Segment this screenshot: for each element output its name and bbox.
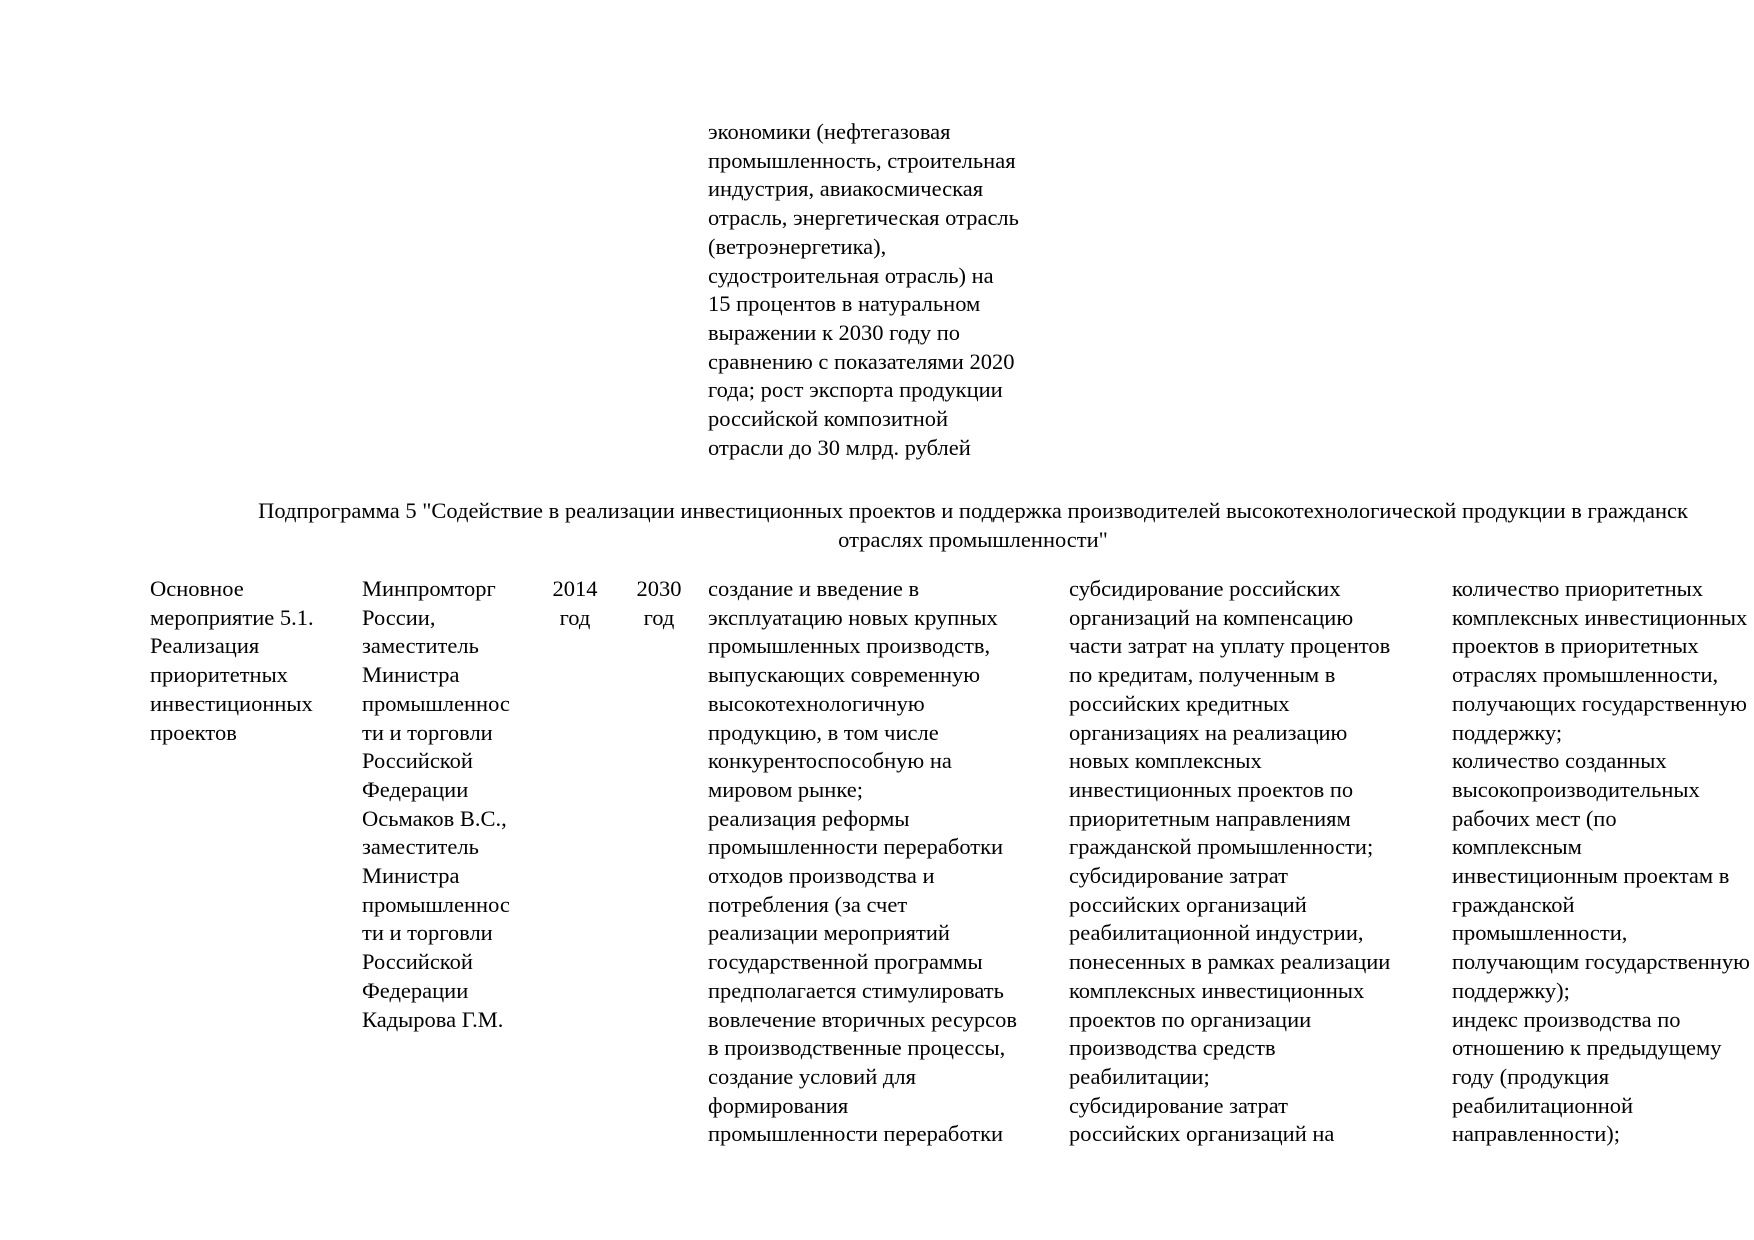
cell-start-year	[545, 575, 605, 632]
text-line: высокотехнологичную	[708, 690, 925, 716]
text-line: ти и торговли	[362, 920, 493, 946]
subprogram-heading-line-1: Подпрограмма 5 "Содействие в реализации инвестиционных проектов и поддержка производителей высокотехнологической продукции в гражданск	[258, 498, 1688, 523]
text-line: года; рост экспорта продукции	[708, 377, 1003, 403]
text-line: новых комплексных	[1069, 748, 1262, 774]
text-line: России,	[362, 604, 436, 630]
text-line: комплексных инвестиционных	[1069, 977, 1365, 1003]
text-line: год	[643, 604, 675, 630]
text-line: государственной программы	[708, 949, 983, 975]
text-line: году (продукция	[1452, 1063, 1610, 1089]
text-line: Кадырова Г.М.	[362, 1006, 504, 1032]
text-line: (ветроэнергетика),	[708, 233, 887, 259]
text-line: производства средств	[1069, 1035, 1276, 1061]
text-line: гражданской промышленности;	[1069, 834, 1374, 860]
text-line: предполагается стимулировать	[708, 977, 1004, 1003]
text-line: комплексным	[1452, 834, 1582, 860]
text-line: Минпромторг	[362, 576, 496, 601]
cell-measure	[150, 575, 314, 747]
text-line: организаций на компенсацию	[1069, 604, 1354, 630]
text-line: инвестиционным проектам в	[1452, 863, 1730, 889]
text-line: Российской	[362, 748, 473, 774]
text-line: проектов	[150, 719, 237, 745]
text-line: части затрат на уплату процентов	[1069, 633, 1391, 659]
text-line: отношению к предыдущему	[1452, 1035, 1722, 1061]
text-line: промышленных производств,	[708, 633, 991, 659]
text-line: реализация реформы	[708, 805, 910, 831]
text-line: количество приоритетных	[1452, 576, 1703, 601]
text-line: проектов по организации	[1069, 1006, 1312, 1032]
text-line: вовлечение вторичных ресурсов	[708, 1006, 1018, 1032]
text-line: индекс производства по	[1452, 1006, 1681, 1032]
cell-indicators	[1452, 575, 1750, 1149]
text-line: промышленности,	[1452, 920, 1628, 946]
text-line: реабилитации;	[1069, 1063, 1210, 1089]
text-line: индустрия, авиакосмическая	[708, 176, 984, 202]
text-line: российских организаций на	[1069, 1121, 1335, 1147]
text-line: приоритетным направлениям	[1069, 805, 1351, 831]
text-line: субсидирование российских	[1069, 576, 1341, 601]
text-line: рабочих мест (по	[1452, 805, 1617, 831]
text-line: экономики (нефтегазовая	[708, 119, 951, 144]
text-line: реабилитационной индустрии,	[1069, 920, 1364, 946]
text-line: формирования	[708, 1092, 849, 1118]
text-line: Федерации	[362, 977, 469, 1003]
text-line: создание условий для	[708, 1063, 916, 1089]
text-line: в производственные процессы,	[708, 1035, 1006, 1061]
text-line: понесенных в рамках реализации	[1069, 949, 1391, 975]
subprogram-heading-line-2: отраслях промышленности"	[838, 527, 1108, 552]
text-line: Осьмаков В.С.,	[362, 805, 507, 831]
text-line: создание и введение в	[708, 576, 920, 601]
text-line: получающих государственную	[1452, 690, 1747, 716]
text-line: российской композитной	[708, 406, 949, 432]
text-line: получающим государственную	[1452, 949, 1750, 975]
text-line: проектов в приоритетных	[1452, 633, 1699, 659]
text-line: промышленности переработки	[708, 834, 1004, 860]
text-line: Министра	[362, 863, 460, 889]
text-line: заместитель	[362, 633, 479, 659]
text-line: конкурентоспособную на	[708, 748, 952, 774]
text-line: 15 процентов в натуральном	[708, 291, 981, 317]
text-line: 2014	[552, 576, 598, 601]
text-line: Реализация	[150, 633, 260, 659]
text-line: субсидирование затрат	[1069, 863, 1289, 889]
text-line: сравнению с показателями 2020	[708, 348, 1015, 374]
text-line: поддержку;	[1452, 719, 1563, 745]
text-line: отрасли до 30 млрд. рублей	[708, 434, 971, 460]
text-line: мировом рынке;	[708, 776, 863, 802]
text-line: мероприятие 5.1.	[150, 604, 314, 630]
text-line: отраслях промышленности,	[1452, 662, 1719, 688]
cell-content	[1069, 575, 1390, 1149]
text-line: выражении к 2030 году по	[708, 319, 961, 345]
text-line: промышленнос	[362, 690, 510, 716]
text-line: инвестиционных	[150, 690, 313, 716]
subprogram-heading	[150, 496, 1754, 554]
text-line: эксплуатацию новых крупных	[708, 604, 998, 630]
text-line: год	[559, 604, 591, 630]
cell-expected-results	[708, 575, 1017, 1149]
text-line: высокопроизводительных	[1452, 776, 1700, 802]
cell-end-year	[629, 575, 689, 632]
text-line: Федерации	[362, 776, 469, 802]
text-line: судостроительная отрасль) на	[708, 262, 994, 288]
text-line: Российской	[362, 949, 473, 975]
text-line: гражданской	[1452, 891, 1575, 917]
text-line: реабилитационной	[1452, 1092, 1634, 1118]
text-line: 2030	[636, 576, 682, 601]
text-line: российских организаций	[1069, 891, 1307, 917]
text-line: ти и торговли	[362, 719, 493, 745]
text-line: Министра	[362, 662, 460, 688]
text-line: отходов производства и	[708, 863, 935, 889]
text-line: российских кредитных	[1069, 690, 1290, 716]
text-line: промышленность, строительная	[708, 147, 1016, 173]
text-line: потребления (за счет	[708, 891, 908, 917]
text-line: приоритетных	[150, 662, 288, 688]
text-line: промышленности переработки	[708, 1121, 1004, 1147]
text-line: направленности);	[1452, 1121, 1621, 1147]
text-line: заместитель	[362, 834, 479, 860]
text-line: количество созданных	[1452, 748, 1667, 774]
text-line: Основное	[150, 576, 244, 601]
cell-responsible	[362, 575, 510, 1034]
text-line: инвестиционных проектов по	[1069, 776, 1354, 802]
text-line: промышленнос	[362, 891, 510, 917]
text-line: выпускающих современную	[708, 662, 981, 688]
text-line: отрасль, энергетическая отрасль	[708, 205, 1019, 231]
text-line: комплексных инвестиционных	[1452, 604, 1748, 630]
text-line: по кредитам, полученным в	[1069, 662, 1336, 688]
text-line: продукцию, в том числе	[708, 719, 939, 745]
text-line: организациях на реализацию	[1069, 719, 1348, 745]
text-line: поддержку);	[1452, 977, 1570, 1003]
continuation-text	[708, 118, 1019, 462]
text-line: субсидирование затрат	[1069, 1092, 1289, 1118]
text-line: реализации мероприятий	[708, 920, 950, 946]
